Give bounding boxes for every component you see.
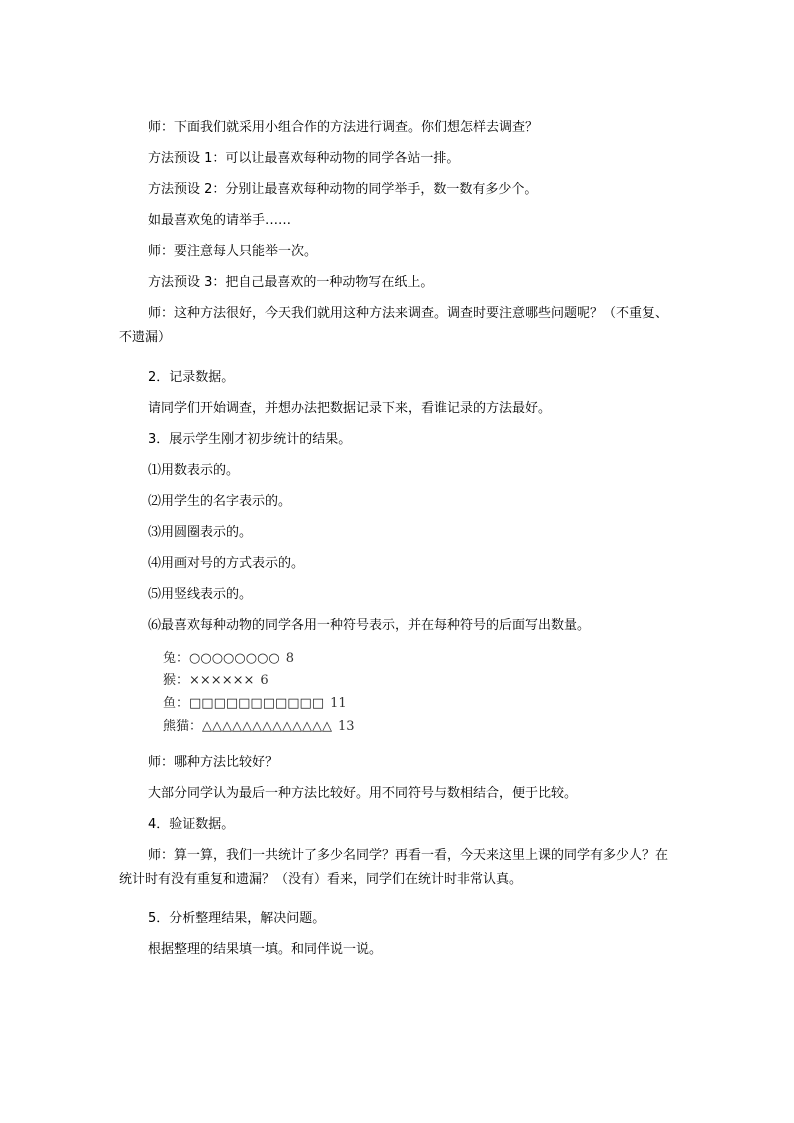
symbol-record-monkey [163,674,269,688]
record-label: 猴： [163,673,190,688]
paragraph: 请同学们开始调查，并想办法把数据记录下来，看谁记录的方法最好。 [148,401,552,416]
record-label: 熊猫： [163,719,203,734]
section-heading: 3．展示学生刚才初步统计的结果。 [148,432,352,447]
paragraph: 根据整理的结果填一填。和同伴说一说。 [148,942,383,957]
paragraph: 如最喜欢兔的请举手…… [148,213,292,228]
symbol-record-fish [163,697,347,711]
list-item: ⑵用学生的名字表示的。 [148,494,292,509]
record-symbols: △△△△△△△△△△△△△ [202,719,332,734]
paragraph: 方法预设 1：可以让最喜欢每种动物的同学各站一排。 [148,151,460,166]
section-heading: 5．分析整理结果，解决问题。 [148,911,326,926]
record-symbols: □□□□□□□□□□□ [189,696,325,711]
record-count: 11 [330,696,347,711]
paragraph: 师：算一算，我们一共统计了多少名同学？再看一看，今天来这里上课的同学有多少人？在统计时有没有重复和遗漏？（没有）看来，同学们在统计时非常认真。 [119,848,669,887]
record-count: 13 [337,719,355,734]
list-item: ⑸用竖线表示的。 [148,587,253,602]
paragraph: 师：哪种方法比较好？ [148,755,279,770]
section-heading: 2．记录数据。 [148,370,235,385]
record-count: 6 [260,673,269,688]
list-item: ⑷用画对号的方式表示的。 [148,556,305,571]
list-item: ⑶用圆圈表示的。 [148,525,253,540]
paragraph: 师：这种方法很好，今天我们就用这种方法来调查。调查时要注意哪些问题呢？（不重复、不遗漏） [119,306,669,345]
list-item: ⑹最喜欢每种动物的同学各用一种符号表示，并在每种符号的后面写出数量。 [148,618,591,633]
record-count: 8 [285,651,295,666]
paragraph: 师：要注意每人只能举一次。 [148,244,318,259]
paragraph: 师：下面我们就采用小组合作的方法进行调查。你们想怎样去调查？ [148,120,539,135]
paragraph: 方法预设 2：分别让最喜欢每种动物的同学举手，数一数有多少个。 [148,182,538,197]
record-label: 兔： [163,651,190,666]
record-symbols: ○○○○○○○○ [189,651,280,666]
record-label: 鱼： [163,696,190,711]
symbol-record-rabbit [163,652,294,666]
paragraph: 方法预设 3：把自己最喜欢的一种动物写在纸上。 [148,275,434,290]
symbol-record-panda [163,720,355,734]
list-item: ⑴用数表示的。 [148,463,240,478]
section-heading: 4．验证数据。 [148,817,235,832]
paragraph: 大部分同学认为最后一种方法比较好。用不同符号与数相结合，便于比较。 [148,786,578,801]
record-symbols: ×××××× [189,673,255,688]
